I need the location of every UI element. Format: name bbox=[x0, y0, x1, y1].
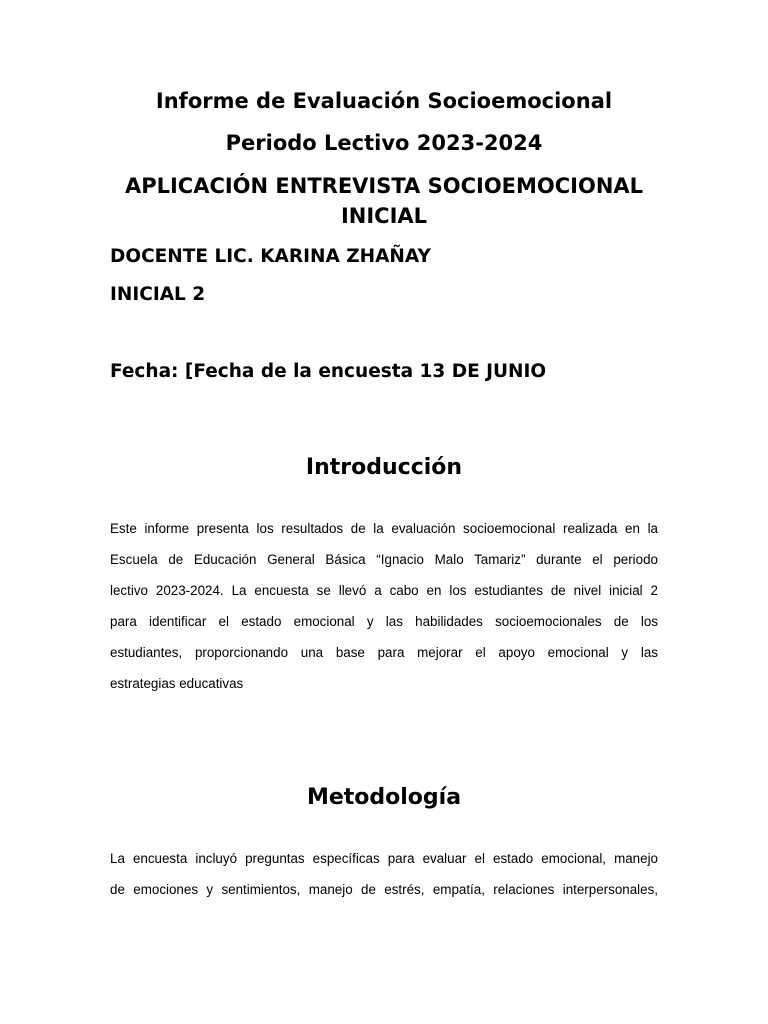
report-period: Periodo Lectivo 2023-2024 bbox=[225, 131, 543, 155]
paragraph-line: La encuesta incluyó preguntas específicas para evaluar el estado emocional, manejo bbox=[110, 851, 658, 866]
paragraph-line: para identificar el estado emocional y las habilidades socioemocionales de los bbox=[110, 614, 658, 629]
paragraph-line: Escuela de Educación General Básica “Ignacio Malo Tamariz” durante el periodo bbox=[110, 552, 658, 567]
paragraph-line: estrategias educativas bbox=[110, 676, 244, 691]
paragraph-line: de emociones y sentimientos, manejo de estrés, empatía, relaciones interpersonales, bbox=[110, 882, 658, 897]
paragraph-line: estudiantes, proporcionando una base para mejorar el apoyo emocional y las bbox=[110, 645, 658, 660]
report-subtitle: APLICACIÓN ENTREVISTA SOCIOEMOCIONAL INICIAL bbox=[124, 174, 644, 228]
methodology-paragraph bbox=[110, 843, 658, 905]
introduction-heading: Introducción bbox=[305, 455, 463, 480]
report-title: Informe de Evaluación Socioemocional bbox=[155, 89, 613, 113]
paragraph-line: lectivo 2023-2024. La encuesta se llevó a cabo en los estudiantes de nivel inicial 2 bbox=[110, 583, 658, 598]
paragraph-line: Este informe presenta los resultados de la evaluación socioemocional realizada en la bbox=[110, 521, 658, 536]
teacher-line: DOCENTE LIC. KARINA ZHAÑAY bbox=[110, 246, 431, 267]
date-line: Fecha: [Fecha de la encuesta 13 DE JUNIO bbox=[110, 361, 547, 382]
grade-line: INICIAL 2 bbox=[110, 284, 206, 305]
methodology-heading: Metodología bbox=[306, 785, 462, 810]
introduction-paragraph bbox=[110, 513, 658, 699]
